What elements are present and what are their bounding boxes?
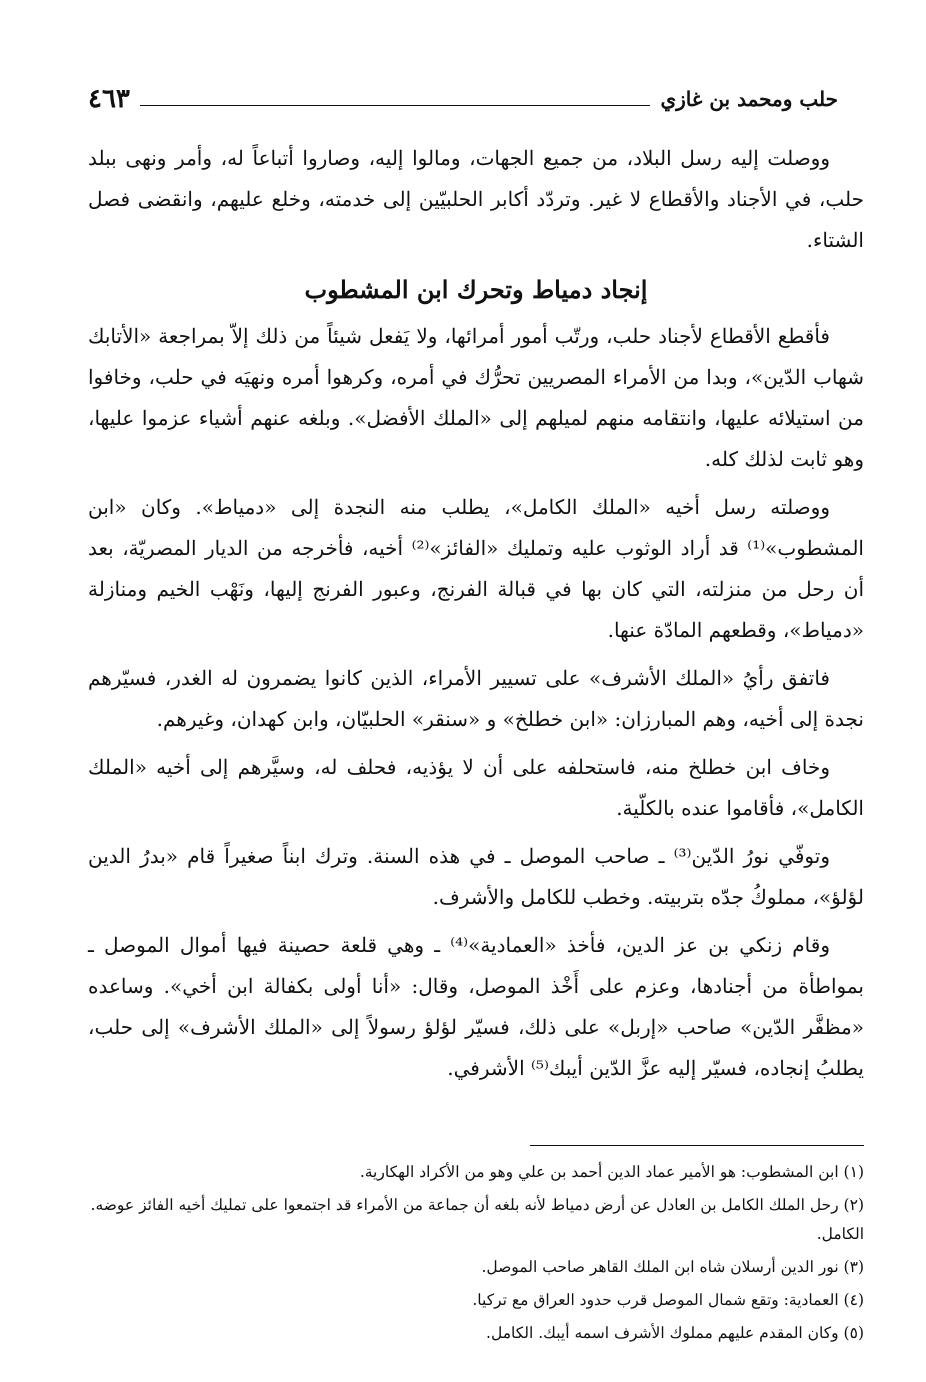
paragraph: ووصلته رسل أخيه «الملك الكامل»، يطلب منه النجدة إلى «دمياط». وكان «ابن المشطوب»⁽¹⁾ قد أراد الوثوب عليه وتمليك «الفائز»⁽²⁾ أخيه، فأخرجه من الديار المصريّة، بعد أن رحل من منزلته، التي كان بها في قبالة الفرنج، وعبور الفرنج إليها، ونَهْب الخيم ومنازلة «دمياط»، وقطعهم المادّة عنها.: [88, 495, 864, 642]
footnote: (٣) نور الدين أرسلان شاه ابن الملك القاهر صاحب الموصل.: [481, 1258, 864, 1276]
paragraph: فاتفق رأيُ «الملك الأشرف» على تسيير الأمراء، الذين كانوا يضمرون له الغدر، فسيّرهم نجدة إلى أخيه، وهم المبارزان: «ابن خطلخ» و «سنقر» الحلبيّان، وابن كهدان، وغيرهم.: [88, 666, 864, 731]
paragraph: وخاف ابن خطلخ منه، فاستحلفه على أن لا يؤذيه، فحلف له، وسيَّرهم إلى أخيه «الملك الكامل»، فأقاموا عنده بالكلّية.: [88, 755, 864, 820]
page-header: [88, 74, 838, 114]
footnote: (١) ابن المشطوب: هو الأمير عماد الدين أحمد بن علي وهو من الأكراد الهكارية.: [359, 1163, 864, 1181]
paragraph: فأقطع الأقطاع لأجناد حلب، ورتّب أمور أمرائها، ولا يَفعل شيئاً من ذلك إلاّ بمراجعة «الأتابك شهاب الدّين»، وبدا من الأمراء المصريين تحرُّك في أمره، وكرهوا أمره ونهيَه في حلب، وخافوا من استيلائه عليها، وانتقامه منهم لميلهم إلى «الملك الأفضل». وبلغه عنهم أشياء عزموا عليها، وهو ثابت لذلك كله.: [88, 324, 865, 471]
section-heading: إنجاد دمياط وتحرك ابن المشطوب: [304, 275, 648, 304]
footnotes: [88, 1158, 864, 1348]
paragraph: وقام زنكي بن عز الدين، فأخذ «العمادية»⁽⁴⁾ ـ وهي قلعة حصينة فيها أموال الموصل ـ بمواطأة من أجنادها، وعزم على أَخْذ الموصل، وقال: «أنا أولى بكفالة ابن أخي». وساعده «مظفَّر الدّين» صاحب «إربل» على ذلك، فسيّر لؤلؤ رسولاً إلى «الملك الأشرف» إلى حلب، يطلبُ إنجاده، فسيّر إليه عزَّ الدّين أيبك⁽⁵⁾ الأشرفي.: [88, 933, 864, 1080]
paragraph: وتوفّي نورُ الدّين⁽³⁾ ـ صاحب الموصل ـ في هذه السنة. وترك ابناً صغيراً قام «بدرُ الدين لؤلؤ»، مملوكُ جدّه بتربيته. وخطب للكامل والأشرف.: [88, 844, 864, 909]
footnote: (٤) العمادية: وتقع شمال الموصل قرب حدود العراق مع تركيا.: [472, 1291, 864, 1309]
footnote-separator: [530, 1145, 864, 1146]
header-rule: [140, 105, 651, 106]
paragraph: ووصلت إليه رسل البلاد، من جميع الجهات، ومالوا إليه، وصاروا أتباعاً له، وأمر ونهى ببلد حلب، في الأجناد والأقطاع لا غير. وتردّد أكابر الحلبيّين إلى خدمته، وخلع عليهم، وانقضى فصل الشتاء.: [88, 146, 864, 252]
running-title: حلب ومحمد بن غازي: [660, 87, 838, 111]
footnote: (٥) وكان المقدم عليهم مملوك الأشرف اسمه أيبك. الكامل.: [486, 1324, 864, 1342]
footnote: (٢) رحل الملك الكامل بن العادل عن أرض دمياط لأنه بلغه أن جماعة من الأمراء قد اجتمعوا على تمليك أخيه الفائز عوضه. الكامل.: [90, 1196, 864, 1243]
main-text: [88, 138, 864, 1089]
page-number: ٤٦٣: [88, 84, 130, 114]
